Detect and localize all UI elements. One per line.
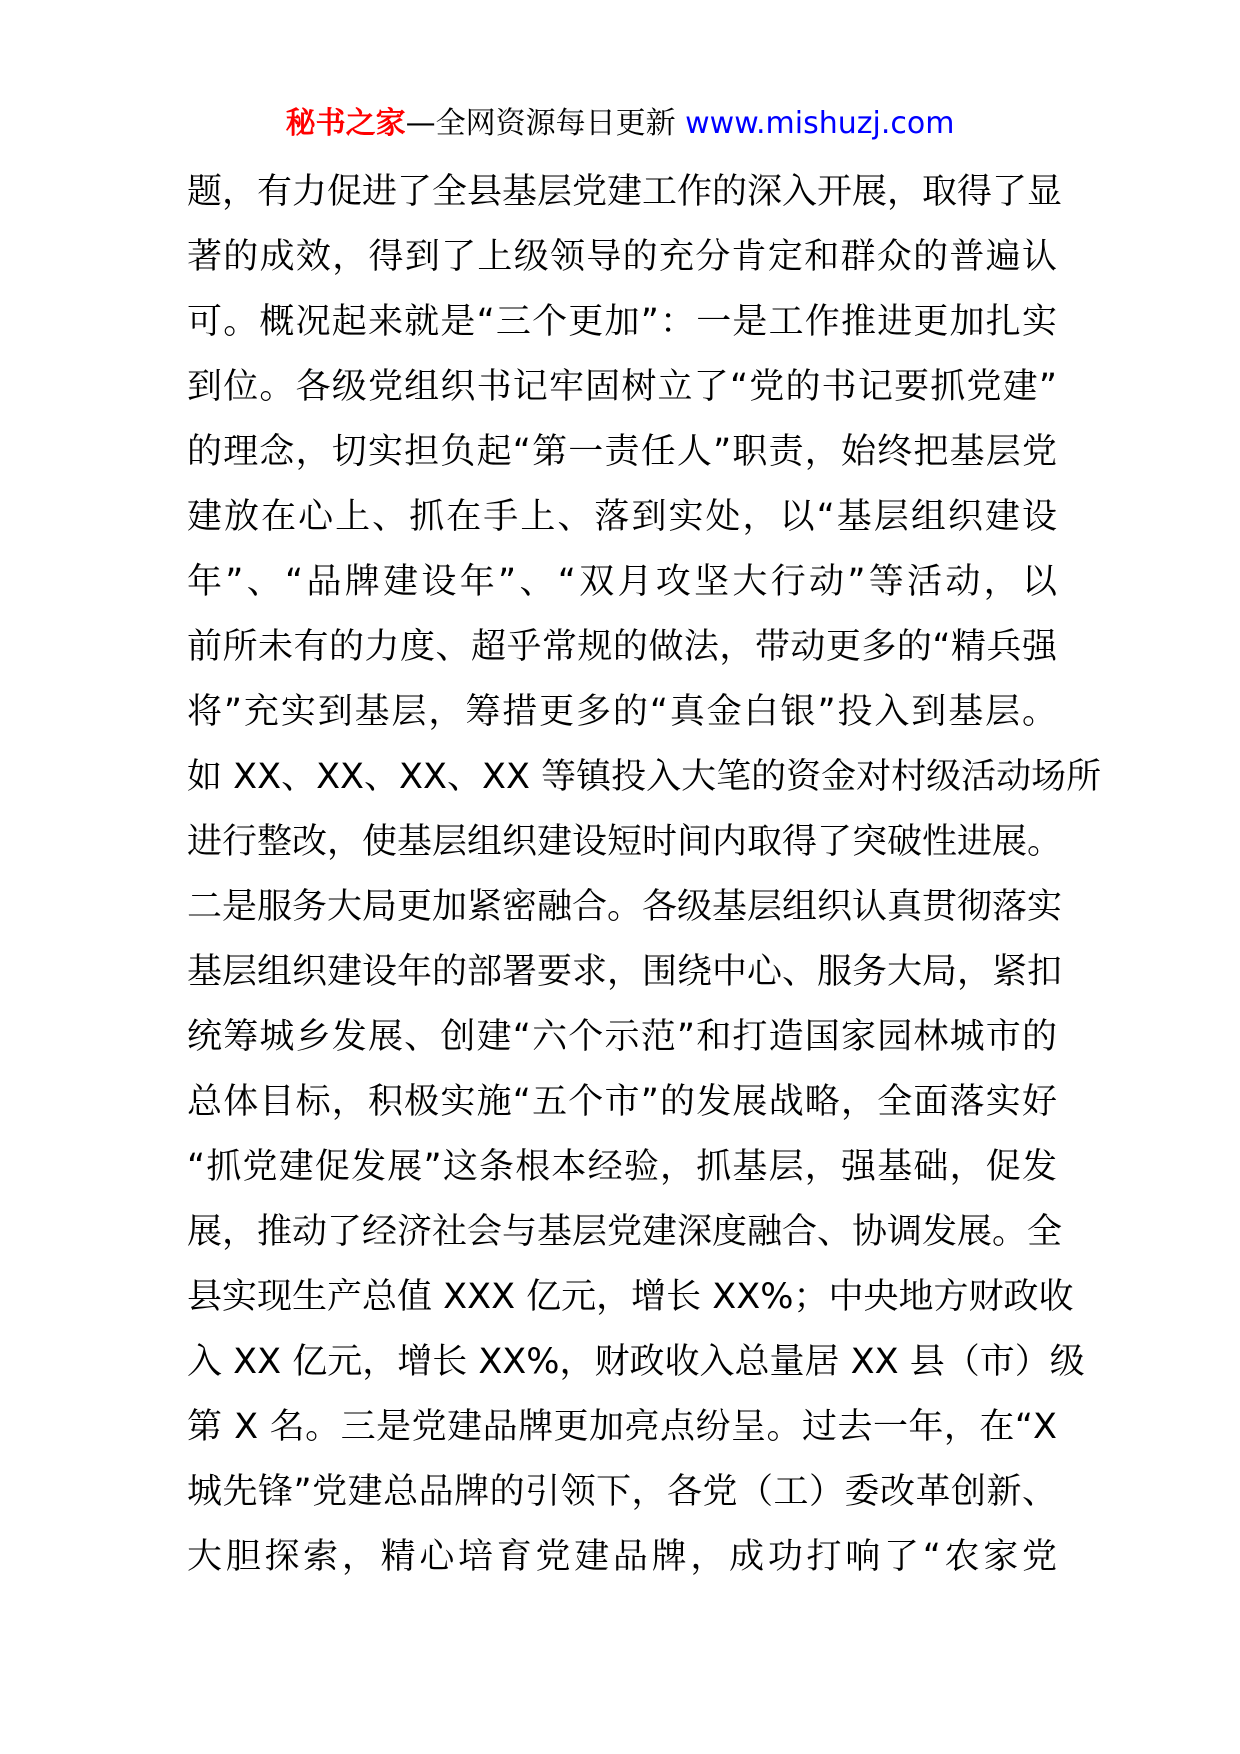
text-line: 可。概况起来就是“三个更加”：一是工作推进更加扎实 [187,302,1057,342]
text-line: 建放在心上、抓在手上、落到实处，以“基层组织建设 [187,497,1057,537]
text-line: 年”、“品牌建设年”、“双月攻坚大行动”等活动，以 [187,562,1057,602]
text-line: 县实现生产总值 XXX 亿元，增长 XX%；中央地方财政收 [187,1277,1074,1317]
text-line: 题，有力促进了全县基层党建工作的深入开展，取得了显 [187,172,1063,212]
body-paragraph [187,160,1102,1590]
text-line: 统筹城乡发展、创建“六个示范”和打造国家园林城市的 [187,1017,1057,1057]
text-line: 基层组织建设年的部署要求，围绕中心、服务大局，紧扣 [187,952,1063,992]
text-line: 总体目标，积极实施“五个市”的发展战略，全面落实好 [187,1082,1057,1122]
text-line: 入 XX 亿元，增长 XX%，财政收入总量居 XX 县（市）级 [187,1342,1085,1382]
text-line: 的理念，切实担负起“第一责任人”职责，始终把基层党 [187,432,1057,472]
site-header [0,100,1240,148]
text-line: 第 X 名。三是党建品牌更加亮点纷呈。过去一年，在“X [187,1407,1057,1447]
text-line: “抓党建促发展”这条根本经验，抓基层，强基础，促发 [187,1147,1057,1187]
text-line: 前所未有的力度、超乎常规的做法，带动更多的“精兵强 [187,627,1057,667]
text-line: 进行整改，使基层组织建设短时间内取得了突破性进展。 [187,822,1063,862]
text-line: 展，推动了经济社会与基层党建深度融合、协调发展。全 [187,1212,1063,1252]
text-line: 著的成效，得到了上级领导的充分肯定和群众的普遍认 [187,237,1057,277]
site-url-link[interactable]: www.mishuzj.com [685,106,955,141]
text-line: 将”充实到基层，筹措更多的“真金白银”投入到基层。 [187,692,1057,732]
text-line: 大胆探索，精心培育党建品牌，成功打响了“农家党 [187,1537,1057,1577]
text-line: 到位。各级党组织书记牢固树立了“党的书记要抓党建” [187,367,1057,407]
text-line: 城先锋”党建总品牌的引领下，各党（工）委改革创新、 [187,1472,1057,1512]
header-tagline: —全网资源每日更新 [405,106,686,141]
brand-name: 秘书之家 [285,106,406,141]
text-line: 二是服务大局更加紧密融合。各级基层组织认真贯彻落实 [187,887,1063,927]
text-line: 如 XX、XX、XX、XX 等镇投入大笔的资金对村级活动场所 [187,757,1102,797]
